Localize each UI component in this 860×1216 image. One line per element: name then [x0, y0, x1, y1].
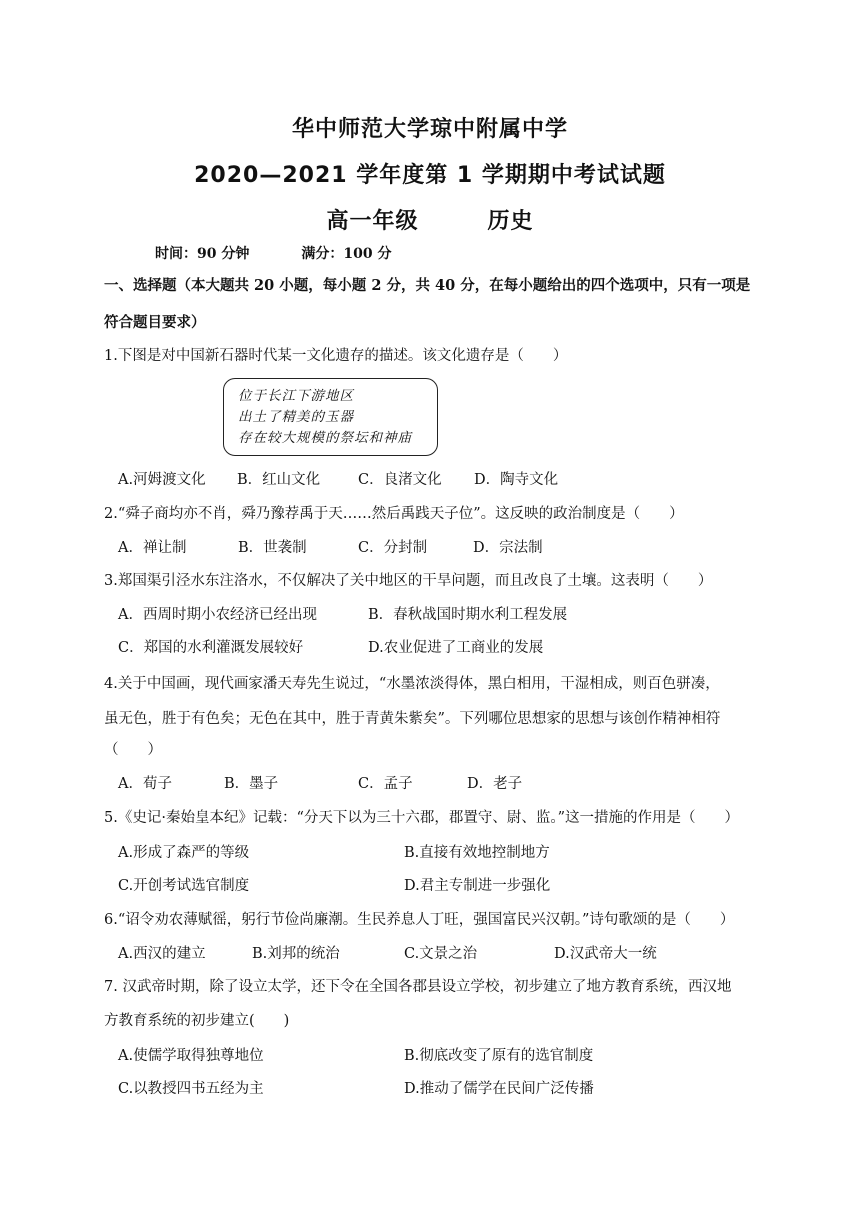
q3-option-d: D.农业促进了工商业的发展	[368, 640, 544, 656]
question-4-answer-blank: （ ）	[104, 742, 162, 758]
question-7-text: 7. 汉武帝时期，除了设立太学，还下令在全国各郡县设立学校，初步建立了地方教育系统，西汉地	[104, 979, 732, 995]
q6-option-b: B.刘邦的统治	[252, 946, 340, 962]
grade-subject: 高一年级 历史	[326, 209, 534, 234]
question-4-text: 4.关于中国画，现代画家潘天寿先生说过，“水墨浓淡得体，黑白相用，干湿相成，则百色骈凑，	[104, 676, 720, 692]
q1-option-c: C．良渚文化	[358, 472, 442, 488]
box-line: 出土了精美的玉器	[238, 409, 354, 425]
question-7-text-cont: 方教育系统的初步建立( )	[104, 1013, 290, 1029]
question-4-text-cont: 虽无色，胜于有色矣；无色在其中，胜于青黄朱紫矣”。下列哪位思想家的思想与该创作精神相符	[104, 711, 721, 727]
q3-option-a: A．西周时期小农经济已经出现	[118, 607, 317, 623]
exam-meta	[155, 243, 443, 263]
q7-option-a: A.使儒学取得独尊地位	[118, 1048, 264, 1064]
q2-option-c: C．分封制	[358, 540, 428, 556]
question-6-text: 6.“诏令劝农薄赋徭，躬行节俭尚廉潮。生民养息人丁旺，强国富民兴汉朝。”诗句歌颂的是（ ）	[104, 912, 735, 928]
section-heading: 一、选择题（本大题共 20 小题，每小题 2 分，共 40 分，在每小题给出的四个选项中，只有一项是	[104, 277, 751, 294]
q4-option-b: B．墨子	[224, 776, 279, 792]
q5-option-c: C.开创考试选官制度	[118, 878, 250, 894]
q3-option-b: B．春秋战国时期水利工程发展	[368, 607, 568, 623]
q2-option-a: A．禅让制	[118, 540, 187, 556]
question-1-text: 1.下图是对中国新石器时代某一文化遗存的描述。该文化遗存是（ ）	[104, 348, 568, 364]
q2-option-d: D．宗法制	[473, 540, 543, 556]
q1-option-d: D．陶寺文化	[474, 472, 559, 488]
question-5-text: 5.《史记·秦始皇本纪》记载：“分天下以为三十六郡，郡置守、尉、监。”这一措施的作用是（ ）	[104, 810, 740, 826]
q1-option-b: B．红山文化	[237, 472, 321, 488]
q1-option-a: A.河姆渡文化	[118, 472, 206, 488]
q4-option-c: C．孟子	[358, 776, 413, 792]
exam-title: 2020—2021 学年度第 1 学期期中考试试题	[194, 163, 666, 188]
school-title: 华中师范大学琼中附属中学	[291, 117, 568, 142]
q6-option-c: C.文景之治	[404, 946, 478, 962]
box-line: 存在较大规模的祭坛和神庙	[238, 430, 412, 446]
question-2-text: 2.“舜子商均亦不肖，舜乃豫荐禹于天……然后禹践天子位”。这反映的政治制度是（ ）	[104, 506, 684, 522]
box-line: 位于长江下游地区	[238, 388, 354, 404]
q5-option-a: A.形成了森严的等级	[118, 845, 250, 861]
question-3-text: 3.郑国渠引泾水东注洛水，不仅解决了关中地区的干旱问题，而且改良了土壤。这表明（ ）	[104, 573, 713, 589]
q7-option-c: C.以教授四书五经为主	[118, 1081, 264, 1097]
q7-option-b: B.彻底改变了原有的选官制度	[404, 1048, 594, 1064]
culture-description-box	[223, 378, 438, 456]
exam-time: 时间：90 分钟	[155, 246, 250, 262]
q7-option-d: D.推动了儒学在民间广泛传播	[404, 1081, 594, 1097]
section-heading-cont: 符合题目要求）	[104, 314, 206, 331]
q5-option-b: B.直接有效地控制地方	[404, 845, 550, 861]
q6-option-d: D.汉武帝大一统	[554, 946, 657, 962]
q2-option-b: B．世袭制	[238, 540, 307, 556]
q3-option-c: C．郑国的水利灌溉发展较好	[118, 640, 304, 656]
q4-option-d: D．老子	[467, 776, 523, 792]
q4-option-a: A．荀子	[118, 776, 172, 792]
q6-option-a: A.西汉的建立	[118, 946, 206, 962]
q5-option-d: D.君主专制进一步强化	[404, 878, 551, 894]
exam-score: 满分：100 分	[301, 246, 392, 262]
